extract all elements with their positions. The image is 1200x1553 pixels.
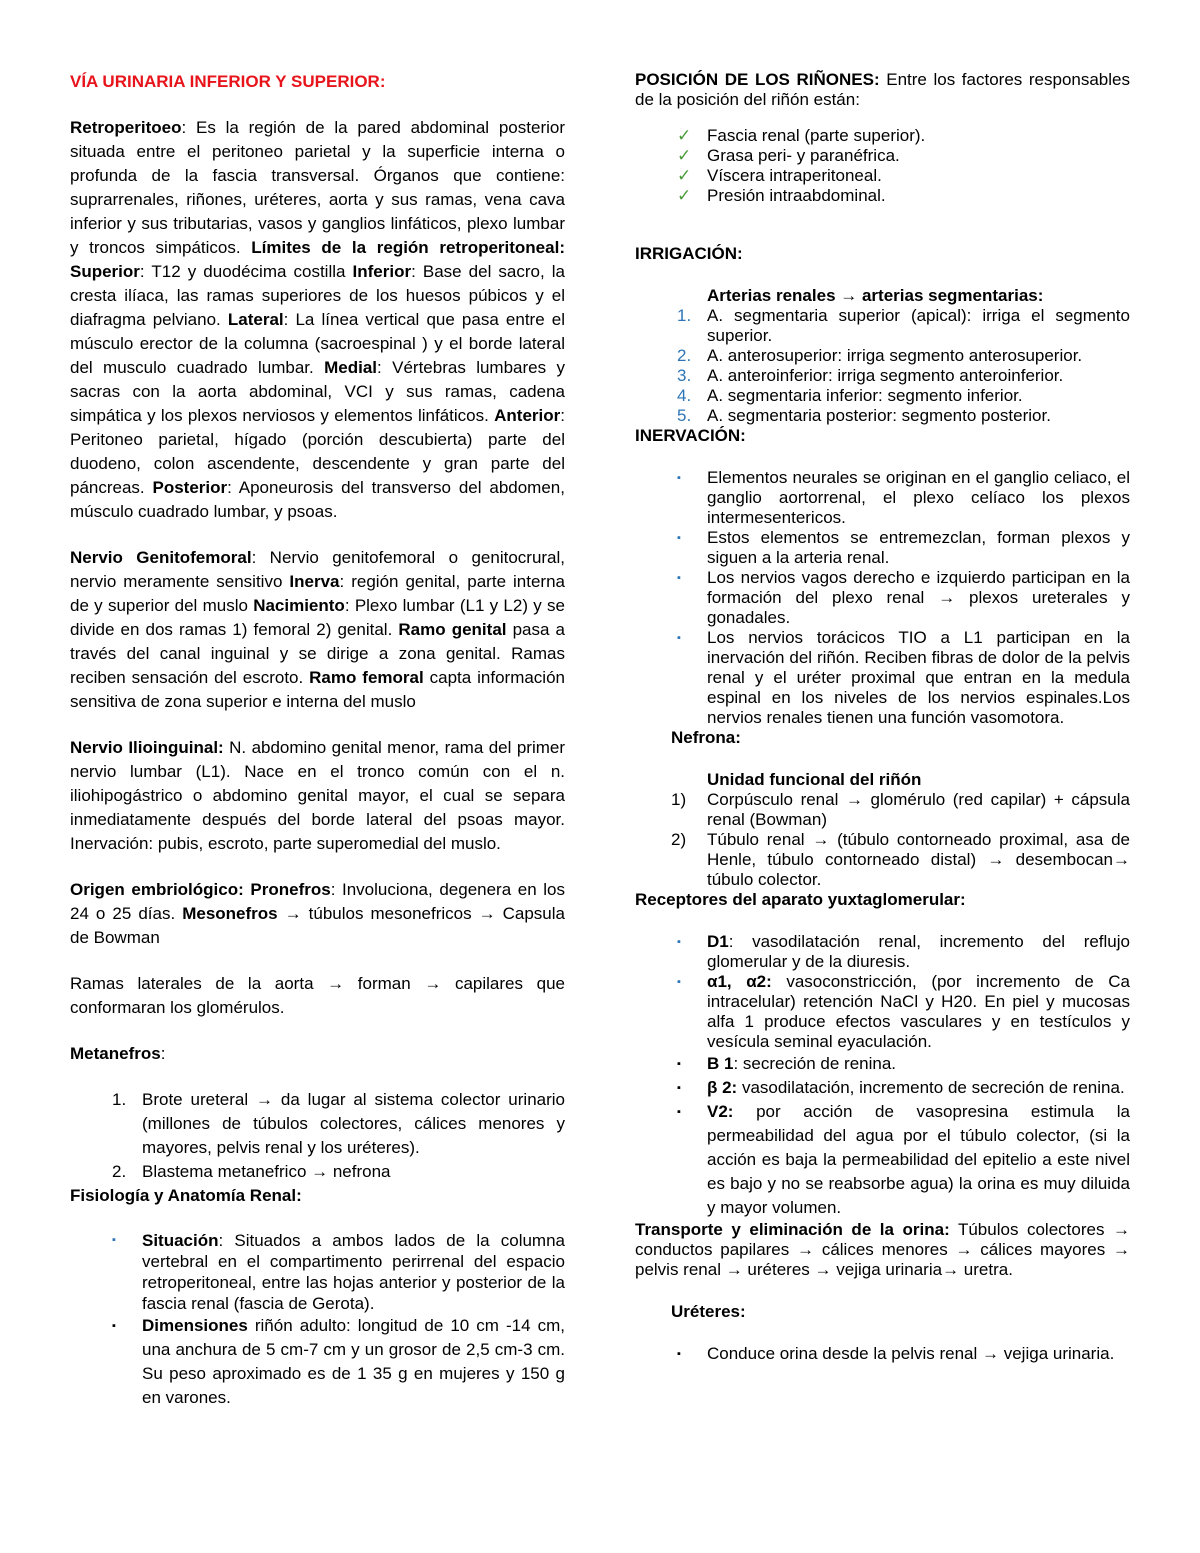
checkmark-icon: ✓ bbox=[677, 126, 692, 145]
posicion-list bbox=[635, 126, 1130, 206]
nefrona-subheading: Unidad funcional del riñón bbox=[707, 770, 922, 789]
list-item: ▪ D1: vasodilatación renal, incremento del reflujo glomerular y de la diuresis. bbox=[677, 932, 1130, 971]
bullet-icon: ▪ bbox=[677, 1058, 681, 1070]
metanefros-heading: Metanefros: bbox=[70, 1044, 166, 1063]
fisiologia-list bbox=[70, 1230, 565, 1410]
list-item: ▪ Los nervios vagos derecho e izquierdo participan en la formación del plexo renal → plexos ureterales y gonadales. bbox=[677, 568, 1130, 627]
retroperitoneo-paragraph: Retroperitoeo: Es la región de la pared abdominal posterior situada entre el peritoneo parietal y la superficie interna o profunda de la fascia transversal. Órganos que contiene: suprarrenales, riñones, uréteres, aorta y sus ramas, vena cava inferior y sus tributarias, vasos y ganglios linfáticos, plexo lumbar y troncos simpáticos. Límites de la región retroperitoneal: Superior: T12 y duodécima costilla Inferior: Base del sacro, la cresta ilíaca, las ramas superiores de los huesos púbicos y el diafragma pelviano. Lateral: La línea vertical que pasa entre el músculo erector de la columna (sacroespinal ) y el borde lateral del musculo cuadrado lumbar. Medial: Vértebras lumbares y sacras con la aorta abdominal, VCI y sus ramas, cadena simpática y los plexos nerviosos y elementos linfáticos. Anterior: Peritoneo parietal, hígado (porción descubierta) parte del duodeno, colon ascendente, descendente y gran parte del páncreas. Posterior: Aponeurosis del transverso del abdomen, músculo cuadrado lumbar, y psoas. bbox=[70, 118, 565, 521]
retroperitoneo-term: Retroperitoeo bbox=[70, 118, 182, 137]
ilioinguinal-paragraph: Nervio Ilioinguinal: N. abdomino genital menor, rama del primer nervio lumbar (L1). Nace en el tronco común con el n. iliohipogástrico o abdomino genital mayor, el cual se separa inmediatamente después del borde lateral del psoas mayor. Inervación: pubis, escroto, parte superomedial del muslo. bbox=[70, 738, 565, 853]
bullet-icon: ▪ bbox=[112, 1234, 116, 1246]
checkmark-icon: ✓ bbox=[677, 166, 692, 185]
list-item: ▪ Dimensiones riñón adulto: longitud de 10 cm -14 cm, una anchura de 5 cm-7 cm y un grosor de 2,5 cm-3 cm. Su peso aproximado es de 1 35 g en mujeres y 150 g en varones. bbox=[112, 1316, 565, 1407]
list-item: 3. A. anteroinferior: irriga segmento anteroinferior. bbox=[677, 366, 1064, 385]
document-title: VÍA URINARIA INFERIOR Y SUPERIOR: bbox=[70, 72, 386, 91]
list-item: ▪ V2: por acción de vasopresina estimula la permeabilidad del agua por el túbulo colector, (si la acción es baja la permeabilidad del epitelio a este nivel es bajo y no se reabsorbe agua) la orina es muy diluida y mayor volumen. bbox=[677, 1102, 1130, 1217]
list-item: ▪ Elementos neurales se originan en el ganglio celiaco, el ganglio aortorrenal, el plexo celíaco los plexos intermesentericos. bbox=[677, 468, 1130, 527]
list-item: ▪ B 1: secreción de renina. bbox=[635, 1052, 1130, 1076]
irrigacion-subheading: Arterias renales → arterias segmentarias: bbox=[707, 286, 1044, 305]
list-item: ✓ Grasa peri- y paranéfrica. bbox=[677, 146, 900, 165]
list-item: 1. A. segmentaria superior (apical): irriga el segmento superior. bbox=[677, 306, 1130, 345]
list-item: ▪ Estos elementos se entremezclan, forman plexos y siguen a la arteria renal. bbox=[677, 528, 1130, 567]
ramas-paragraph: Ramas laterales de la aorta → forman → capilares que conformaran los glomérulos. bbox=[70, 974, 565, 1017]
right-column bbox=[635, 70, 1130, 1364]
bullet-icon: ▪ bbox=[677, 936, 681, 948]
fisiologia-heading: Fisiología y Anatomía Renal: bbox=[70, 1186, 302, 1205]
irrigacion-heading: IRRIGACIÓN: bbox=[635, 244, 743, 263]
list-item: 5. A. segmentaria posterior: segmento posterior. bbox=[677, 406, 1051, 425]
list-item: 2. A. anterosuperior: irriga segmento anterosuperior. bbox=[677, 346, 1083, 365]
left-column bbox=[70, 70, 565, 1410]
receptores-list bbox=[635, 932, 1130, 1220]
list-item: 1) Corpúsculo renal → glomérulo (red capilar) + cápsula renal (Bowman) bbox=[671, 790, 1130, 829]
origen-paragraph: Origen embriológico: Pronefros: Involuciona, degenera en los 24 o 25 días. Mesonefros → túbulos mesonefricos → Capsula de Bowman bbox=[70, 880, 566, 947]
list-item: ▪ Los nervios torácicos TIO a L1 participan en la inervación del riñón. Reciben fibras de dolor de la pelvis renal y el uréter proximal que entran en la medula espinal en los niveles de los nervios espinales.Los nervios renales tienen una función vasomotora. bbox=[677, 628, 1130, 727]
nefrona-heading: Nefrona: bbox=[671, 728, 741, 747]
bullet-icon: ▪ bbox=[677, 532, 681, 544]
bullet-icon: ▪ bbox=[677, 632, 681, 644]
list-item: ✓ Víscera intraperitoneal. bbox=[677, 166, 882, 185]
bullet-icon: ▪ bbox=[677, 1082, 681, 1094]
inervacion-list bbox=[635, 468, 1130, 728]
irrigacion-list bbox=[635, 306, 1130, 426]
bullet-icon: ▪ bbox=[677, 472, 681, 484]
ureteres-list bbox=[635, 1344, 1130, 1364]
list-item: 2) Túbulo renal → (túbulo contorneado proximal, asa de Henle, túbulo contorneado distal) → desembocan→ túbulo colector. bbox=[671, 830, 1130, 889]
list-item: 2. Blastema metanefrico → nefrona bbox=[112, 1162, 391, 1181]
transporte-paragraph: Transporte y eliminación de la orina: Túbulos colectores → conductos papilares → cálices menores → cálices mayores → pelvis renal → uréteres → vejiga urinaria→ uretra. bbox=[635, 1220, 1130, 1279]
bullet-icon: ▪ bbox=[677, 1106, 681, 1118]
ureteres-heading: Uréteres: bbox=[671, 1302, 746, 1321]
limites-heading: Límites de la región retroperitoneal: bbox=[251, 238, 565, 257]
bullet-icon: ▪ bbox=[112, 1320, 116, 1332]
receptores-heading: Receptores del aparato yuxtaglomerular: bbox=[635, 890, 966, 909]
list-item: ▪ α1, α2: vasoconstricción, (por incremento de Ca intracelular) retención NaCl y H20. En piel y mucosas alfa 1 produce efectos vasculares y en testículos y vesícula seminal eyaculación. bbox=[677, 972, 1130, 1051]
posicion-paragraph: POSICIÓN DE LOS RIÑONES: Entre los factores responsables de la posición del riñón están: bbox=[635, 70, 1130, 109]
bullet-icon: ▪ bbox=[677, 572, 681, 584]
list-item: ▪ Conduce orina desde la pelvis renal → vejiga urinaria. bbox=[677, 1344, 1115, 1363]
metanefros-list bbox=[70, 1088, 565, 1184]
list-item: ▪ β 2: vasodilatación, incremento de secreción de renina. bbox=[635, 1076, 1130, 1100]
genitofemoral-paragraph: Nervio Genitofemoral: Nervio genitofemoral o genitocrural, nervio meramente sensitivo Inerva: región genital, parte interna de y superior del muslo Nacimiento: Plexo lumbar (L1 y L2) y se divide en dos ramas 1) femoral 2) genital. Ramo genital pasa a través del canal inguinal y se dirige a zona genital. Ramas reciben sensación del escroto. Ramo femoral capta información sensitiva de zona superior e interna del muslo bbox=[70, 548, 566, 711]
bullet-icon: ▪ bbox=[677, 976, 681, 988]
inervacion-heading: INERVACIÓN: bbox=[635, 426, 746, 445]
bullet-icon: ▪ bbox=[677, 1348, 681, 1360]
list-item: ▪ Situación: Situados a ambos lados de la columna vertebral en el compartimento perirrenal del espacio retroperitoneal, entre las hojas anterior y posterior de la fascia renal (fascia de Gerota). bbox=[112, 1231, 565, 1313]
list-item: ✓ Fascia renal (parte superior). bbox=[677, 126, 926, 145]
list-item: 1. Brote ureteral → da lugar al sistema colector urinario (millones de túbulos colectores, cálices menores y mayores, pelvis renal y los uréteres). bbox=[112, 1090, 565, 1157]
nefrona-list bbox=[635, 790, 1130, 890]
checkmark-icon: ✓ bbox=[677, 146, 692, 165]
checkmark-icon: ✓ bbox=[677, 186, 692, 205]
list-item: ✓ Presión intraabdominal. bbox=[677, 186, 886, 205]
list-item: 4. A. segmentaria inferior: segmento inferior. bbox=[677, 386, 1023, 405]
